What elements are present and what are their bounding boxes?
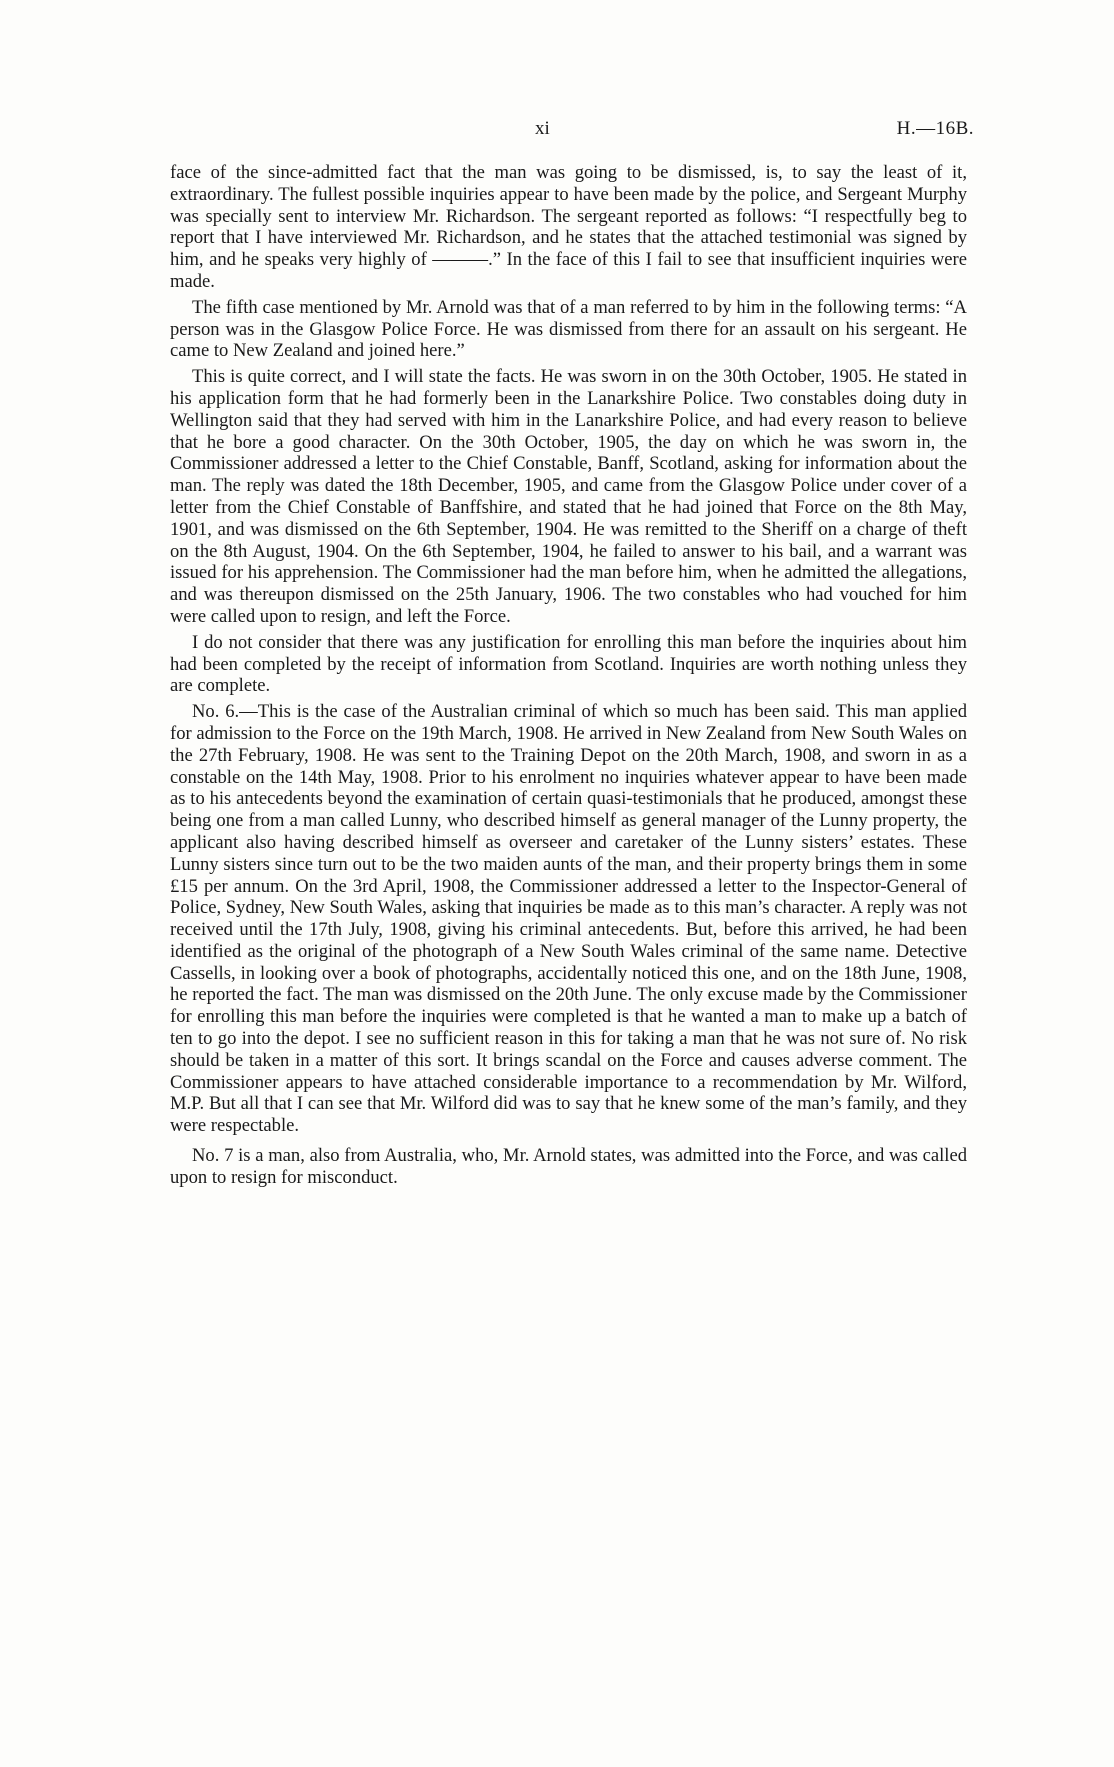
paragraph-continuation: face of the since-admitted fact that the man was going to be dismissed, is, to say the least of it, extraordinary. The fullest possible inquiries appear to have been made by the police, and Sergeant Murphy was specially sent to interview Mr. Richardson. The sergeant reported as follows: “I respectfully beg to report that I have interviewed Mr. Richardson, and he states that the attached testimonial was signed by him, and he speaks very highly of ———.” In the face of this I fail to see that insufficient inquiries were made. <box>170 162 967 292</box>
document-code: H.—16B. <box>896 118 974 139</box>
body-text <box>170 162 967 1193</box>
page-header <box>0 118 1114 148</box>
paragraph-case-7: No. 7 is a man, also from Australia, who, Mr. Arnold states, was admitted into the Force, and was called upon to resign for misconduct. <box>170 1145 967 1188</box>
paragraph-case-6: No. 6.—This is the case of the Australian criminal of which so much has been said. This man applied for admission to the Force on the 19th March, 1908. He arrived in New Zealand from New South Wales on the 27th February, 1908. He was sent to the Training Depot on the 20th March, 1908, and sworn in as a constable on the 14th May, 1908. Prior to his enrolment no inquiries whatever appear to have been made as to his antecedents beyond the examination of certain quasi-testimonials that he produced, amongst these being one from a man called Lunny, who described himself as general manager of the Lunny property, the applicant also having described himself as overseer and caretaker of the Lunny sisters’ estates. These Lunny sisters since turn out to be the two maiden aunts of the man, and their property brings them in some £15 per annum. On the 3rd April, 1908, the Commissioner addressed a letter to the Inspector-General of Police, Sydney, New South Wales, asking that inquiries be made as to this man’s character. A reply was not received until the 17th July, 1908, giving his criminal antecedents. But, before this arrived, he had been identified as the original of the photograph of a New South Wales criminal of the same name. Detective Cassells, in looking over a book of photographs, accidentally noticed this one, and on the 18th June, 1908, he reported the fact. The man was dismissed on the 20th June. The only excuse made by the Commissioner for enrolling this man before the inquiries were completed is that he wanted a man to make up a batch of ten to go into the depot. I see no sufficient reason in this for taking a man that he was not sure of. No risk should be taken in a matter of this sort. It brings scandal on the Force and causes adverse comment. The Commissioner appears to have attached considerable importance to a recommendation by Mr. Wilford, M.P. But all that I can see that Mr. Wilford did was to say that he knew some of the man’s family, and they were respectable. <box>170 701 967 1137</box>
paragraph-fifth-case: The fifth case mentioned by Mr. Arnold was that of a man referred to by him in the following terms: “A person was in the Glasgow Police Force. He was dismissed from there for an assault on his sergeant. He came to New Zealand and joined here.” <box>170 296 967 362</box>
page-number: xi <box>535 118 550 139</box>
paragraph-facts: This is quite correct, and I will state the facts. He was sworn in on the 30th October, 1905. He stated in his application form that he had formerly been in the Lanarkshire Police. Two constables doing duty in Wellington said that they had served with him in the Lanarkshire Police, and had every reason to believe that he bore a good character. On the 30th October, 1905, the day on which he was sworn in, the Commissioner addressed a letter to the Chief Constable, Banff, Scotland, asking for information about the man. The reply was dated the 18th December, 1905, and came from the Glasgow Police under cover of a letter from the Chief Constable of Banffshire, and stated that he had joined that Force on the 8th May, 1901, and was dismissed on the 6th September, 1904. He was remitted to the Sheriff on a charge of theft on the 8th August, 1904. On the 6th September, 1904, he failed to answer to his bail, and a warrant was issued for his apprehension. The Commissioner had the man before him, when he admitted the allegations, and was thereupon dismissed on the 25th January, 1906. The two constables who had vouched for him were called upon to resign, and left the Force. <box>170 366 967 627</box>
paragraph-justification: I do not consider that there was any justification for enrolling this man before the inquiries about him had been completed by the receipt of information from Scotland. Inquiries are worth nothing unless they are complete. <box>170 631 967 697</box>
